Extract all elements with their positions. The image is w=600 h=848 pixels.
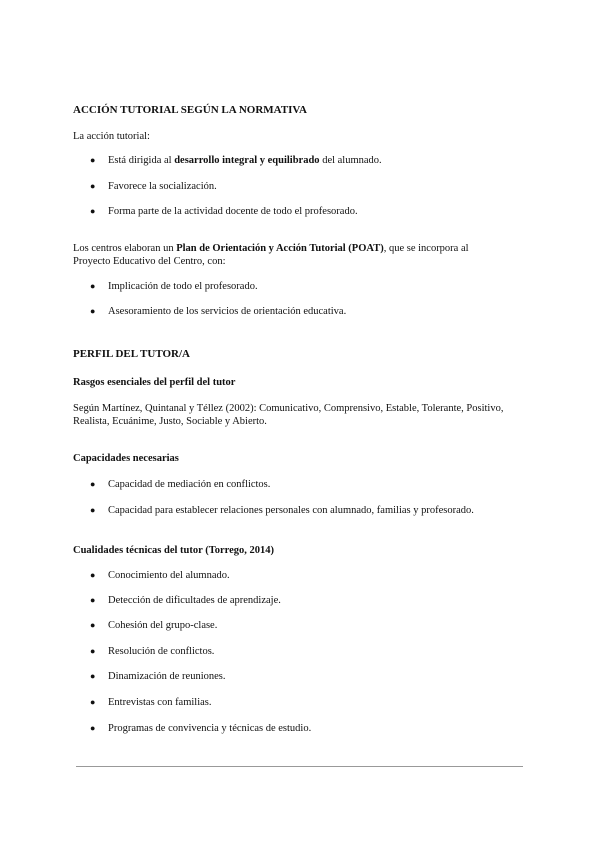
paragraph-text: Los centros elaboran un bbox=[73, 243, 177, 254]
list-item-text: Programas de convivencia y técnicas de estudio. bbox=[108, 723, 312, 734]
list-item-text: Capacidad para establecer relaciones personales con alumnado, familias y profesorado. bbox=[108, 505, 474, 516]
list-item bbox=[90, 305, 346, 318]
list-item bbox=[90, 722, 311, 735]
bullet-icon: ● bbox=[90, 595, 96, 605]
list-item bbox=[90, 645, 214, 658]
list-item-text: Forma parte de la actividad docente de todo el profesorado. bbox=[108, 206, 358, 217]
list-item bbox=[90, 478, 270, 491]
list-item bbox=[90, 619, 217, 632]
list-item-text: Asesoramiento de los servicios de orientación educativa. bbox=[108, 306, 347, 317]
poat-paragraph bbox=[73, 242, 513, 268]
list-item bbox=[90, 180, 217, 193]
bullet-icon: ● bbox=[90, 505, 96, 515]
section-heading-perfil-tutor: PERFIL DEL TUTOR/A bbox=[73, 348, 190, 360]
bullet-icon: ● bbox=[90, 723, 96, 733]
list-item bbox=[90, 594, 281, 607]
list-item-text: Implicación de todo el profesorado. bbox=[108, 281, 258, 292]
list-item bbox=[90, 670, 226, 683]
list-item bbox=[90, 569, 230, 582]
list-item-text: Resolución de conflictos. bbox=[108, 646, 215, 657]
list-item-text: Cohesión del grupo-clase. bbox=[108, 620, 218, 631]
paragraph-text-line2: Realista, Ecuánime, Justo, Sociable y Abierto. bbox=[73, 416, 267, 427]
bullet-icon: ● bbox=[90, 181, 96, 191]
poat-bold-text: Plan de Orientación y Acción Tutorial (POAT) bbox=[176, 243, 384, 254]
bullet-icon: ● bbox=[90, 281, 96, 291]
list-item-text: Capacidad de mediación en conflictos. bbox=[108, 479, 271, 490]
section-heading-accion-tutorial: ACCIÓN TUTORIAL SEGÚN LA NORMATIVA bbox=[73, 104, 307, 116]
list-item-text: Está dirigida al bbox=[108, 155, 175, 166]
bullet-icon: ● bbox=[90, 206, 96, 216]
list-item-text: del alumnado. bbox=[319, 155, 382, 166]
bullet-icon: ● bbox=[90, 570, 96, 580]
bullet-icon: ● bbox=[90, 697, 96, 707]
subheading-cualidades: Cualidades técnicas del tutor (Torrego, 2014) bbox=[73, 545, 275, 556]
bullet-icon: ● bbox=[90, 646, 96, 656]
paragraph-text-line2: Proyecto Educativo del Centro, con: bbox=[73, 256, 226, 267]
list-item bbox=[90, 280, 258, 293]
list-item bbox=[90, 205, 358, 218]
bullet-icon: ● bbox=[90, 155, 96, 165]
paragraph-text: , que se incorpora al bbox=[383, 243, 469, 254]
list-item bbox=[90, 504, 474, 517]
rasgos-paragraph bbox=[73, 402, 533, 428]
list-item-text: Dinamización de reuniones. bbox=[108, 671, 226, 682]
subheading-capacidades: Capacidades necesarias bbox=[73, 453, 179, 464]
list-item-text: Favorece la socialización. bbox=[108, 181, 217, 192]
bullet-icon: ● bbox=[90, 620, 96, 630]
subheading-rasgos: Rasgos esenciales del perfil del tutor bbox=[73, 377, 236, 388]
list-item bbox=[90, 154, 382, 167]
bullet-icon: ● bbox=[90, 479, 96, 489]
list-item-text: Entrevistas con familias. bbox=[108, 697, 212, 708]
list-item bbox=[90, 696, 212, 709]
list-item-bold-text: desarrollo integral y equilibrado bbox=[174, 155, 320, 166]
intro-text: La acción tutorial: bbox=[73, 131, 150, 142]
paragraph-text: Según Martínez, Quintanal y Téllez (2002): Comunicativo, Comprensivo, Estable, Tolerante, Positivo, bbox=[73, 403, 504, 414]
bullet-icon: ● bbox=[90, 671, 96, 681]
list-item-text: Conocimiento del alumnado. bbox=[108, 570, 230, 581]
bullet-icon: ● bbox=[90, 306, 96, 316]
horizontal-divider bbox=[76, 766, 523, 767]
list-item-text: Detección de dificultades de aprendizaje. bbox=[108, 595, 281, 606]
